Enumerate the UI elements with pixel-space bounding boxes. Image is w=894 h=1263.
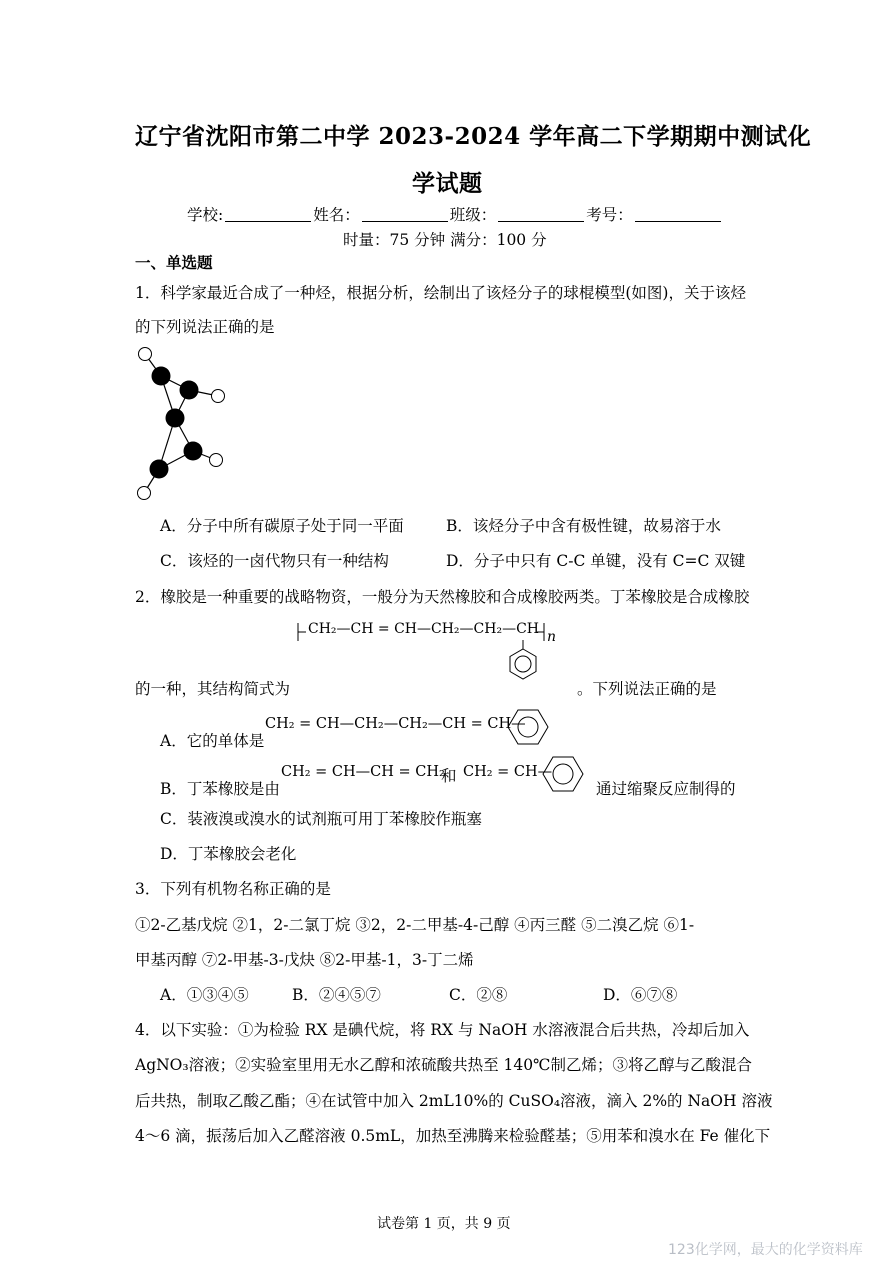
carbon-atom (166, 409, 185, 428)
q1-option-b: B．该烃分子中含有极性键，故易溶于水 (446, 517, 721, 535)
polymer-n: n (547, 629, 557, 645)
q4-line3: 后共热，制取乙酸乙酯；④在试管中加入 2mL10%的 CuSO₄溶液，滴入 2%的 NaOH 溶液 (135, 1092, 773, 1110)
benzene-ring-icon (541, 754, 585, 794)
number-blank (635, 205, 721, 222)
q2-stem-line1: 2．橡胶是一种重要的战略物资，一般分为天然橡胶和合成橡胶两类。丁苯橡胶是合成橡胶 (135, 588, 750, 606)
carbon-atom (180, 381, 199, 400)
q1-stem-line2: 的下列说法正确的是 (135, 318, 275, 336)
page-title-line1: 辽宁省沈阳市第二中学 2023-2024 学年高二下学期期中测试化 (135, 123, 812, 150)
q2-option-d: D．丁苯橡胶会老化 (160, 845, 297, 863)
carbon-atom (184, 442, 203, 461)
q1-option-a: A．分子中所有碳原子处于同一平面 (160, 517, 404, 535)
section-heading: 一、单选题 (135, 253, 213, 272)
q4-line2: AgNO₃溶液；②实验室里用无水乙醇和浓硫酸共热至 140℃制乙烯；③将乙醇与乙酸混合 (135, 1056, 752, 1074)
q2-stem-right: 。下列说法正确的是 (577, 680, 717, 698)
q3-list-line2: 甲基丙醇 ⑦2-甲基-3-戊炔 ⑧2-甲基-1，3-丁二烯 (135, 951, 474, 969)
q2-option-b-formula2: CH₂ = CH— (463, 764, 553, 780)
q1-option-d: D．分子中只有 C-C 单键，没有 C=C 双键 (446, 552, 746, 570)
hydrogen-atom (139, 348, 152, 361)
polymer-repeat-unit: CH₂—CH = CH—CH₂—CH₂—CH (308, 621, 539, 637)
carbon-atom (152, 367, 171, 386)
q2-option-a-formula: CH₂ = CH—CH₂—CH₂—CH = CH— (265, 716, 526, 732)
q3-option-b: B．②④⑤⑦ (292, 986, 381, 1004)
polymer-structure (294, 613, 564, 693)
benzene-ring-icon (506, 707, 550, 747)
q2-option-b-and: 和 (441, 767, 457, 785)
q2-stem-left: 的一种，其结构简式为 (135, 680, 291, 698)
q3-option-d: D．⑥⑦⑧ (603, 986, 678, 1004)
hydrogen-atom (138, 487, 151, 500)
page-number: 试卷第 1 页，共 9 页 (377, 1216, 511, 1232)
class-blank (498, 205, 584, 222)
q2-option-c: C．装液溴或溴水的试剂瓶可用丁苯橡胶作瓶塞 (160, 810, 482, 828)
q4-line1: 4．以下实验：①为检验 RX 是碘代烷，将 RX 与 NaOH 水溶液混合后共热，冷却后加入 (135, 1021, 750, 1039)
school-label: 学校: (187, 206, 224, 224)
watermark: 123化学网，最大的化学资料库 (668, 1242, 863, 1258)
student-info-row (187, 203, 723, 225)
q1-stem-line1: 1．科学家最近合成了一种烃，根据分析，绘制出了该烃分子的球棍模型(如图)，关于该烃 (135, 284, 746, 302)
q3-option-c: C．②⑧ (449, 986, 508, 1004)
hydrogen-atom (212, 390, 225, 403)
q1-option-c: C．该烃的一卤代物只有一种结构 (160, 552, 389, 570)
q2-option-b-suffix: 通过缩聚反应制得的 (596, 780, 736, 798)
ball-stick-model-figure (130, 340, 240, 505)
number-label: 考号： (586, 206, 633, 224)
time-score: 时量：75 分钟 满分：100 分 (343, 231, 547, 249)
q2-option-b-formula1: CH₂ = CH—CH = CH₂ (281, 764, 445, 780)
q2-option-a-prefix: A．它的单体是 (160, 732, 265, 750)
page-title-line2: 学试题 (412, 170, 483, 197)
hydrogen-atom (210, 454, 223, 467)
q3-stem: 3．下列有机物名称正确的是 (135, 880, 331, 898)
q3-list-line1: ①2-乙基戊烷 ②1，2-二氯丁烷 ③2，2-二甲基-4-己醇 ④丙三醛 ⑤二溴乙烷 ⑥1- (135, 916, 695, 934)
class-label: 班级： (449, 206, 497, 224)
q3-option-a: A．①③④⑤ (160, 986, 249, 1004)
name-label: 姓名： (313, 206, 360, 224)
school-blank (225, 205, 311, 222)
carbon-atom (150, 460, 169, 479)
q4-line4: 4～6 滴，振荡后加入乙醛溶液 0.5mL，加热至沸腾来检验醛基；⑤用苯和溴水在 Fe 催化下 (135, 1127, 771, 1145)
name-blank (362, 205, 448, 222)
q2-option-b-prefix: B．丁苯橡胶是由 (160, 780, 280, 798)
